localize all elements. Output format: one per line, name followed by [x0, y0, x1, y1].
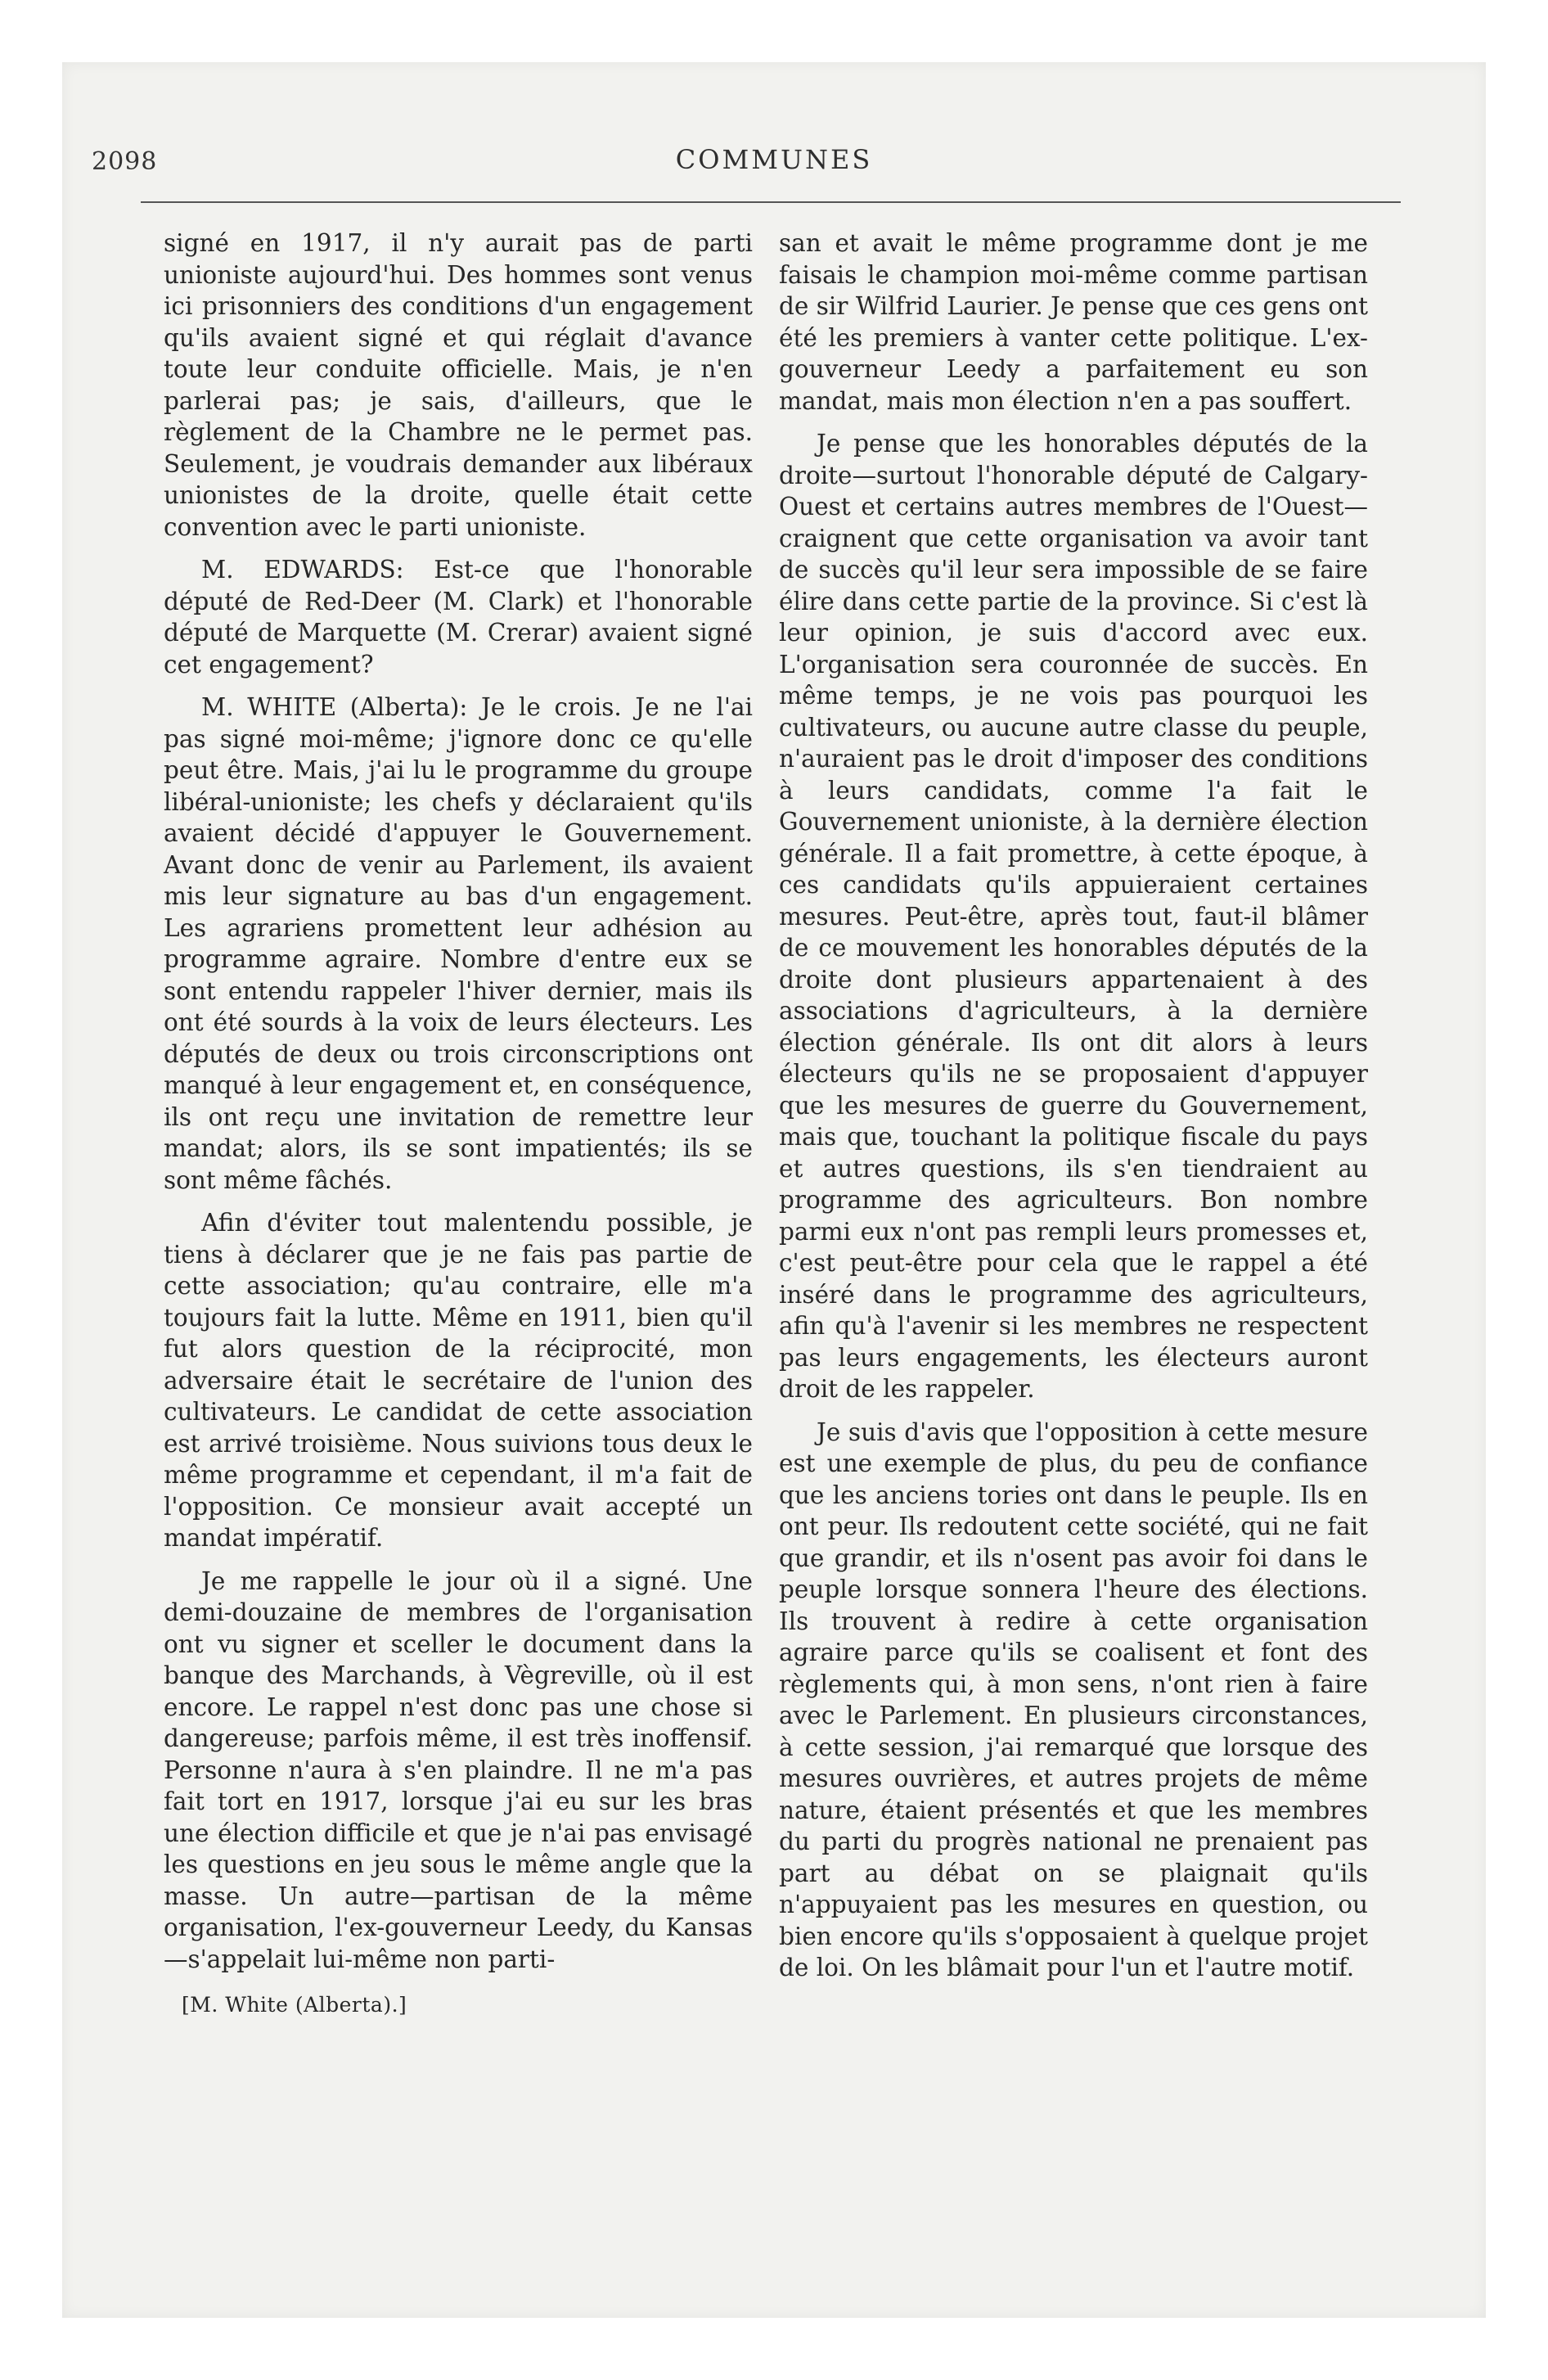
paragraph: san et avait le même programme dont je me faisais le champion moi-même comme partisan de sir Wilfrid Laurier. Je pense que ces gens ont été les premiers à vanter cette politique. L'ex-gouverneur Leedy a parfaitement eu son mandat, mais mon élection n'en a pas souffert.	[779, 229, 1368, 415]
header-rule	[141, 201, 1401, 203]
speaker-footer: [M. White (Alberta).]	[182, 1993, 407, 2017]
running-title: COMMUNES	[675, 144, 873, 175]
right-column	[779, 228, 1368, 1995]
paragraph: M. EDWARDS: Est-ce que l'honorable député de Red-Deer (M. Clark) et l'honorable député de Marquette (M. Crerar) avaient signé cet engagement?	[164, 556, 753, 678]
paragraph: Je suis d'avis que l'opposition à cette mesure est une exemple de plus, du peu de confiance que les anciens tories ont dans le peuple. Ils en ont peur. Ils redoutent cette société, qui ne fait que grandir, et ils n'osent pas avoir foi dans le peuple lorsque sonnera l'heure des élections. Ils trouvent à redire à cette organisation agraire parce qu'ils se coalisent et font des règlements qui, à mon sens, n'ont rien à faire avec le Parlement. En plusieurs circonstances, à cette session, j'ai remarqué que lorsque des mesures ouvrières, et autres projets de même nature, étaient présentés et que les membres du parti du progrès national ne prenaient pas part au débat on se plaignait qu'ils n'appuyaient pas les mesures en question, ou bien encore qu'ils s'opposaient à quelque projet de loi. On les blâmait pour l'un et l'autre motif.	[779, 1418, 1368, 1981]
paragraph: M. WHITE (Alberta): Je le crois. Je ne l'ai pas signé moi-même; j'ignore donc ce qu'elle peut être. Mais, j'ai lu le programme du groupe libéral-unioniste; les chefs y déclaraient qu'ils avaient décidé d'appuyer le Gouvernement. Avant donc de venir au Parlement, ils avaient mis leur signature au bas d'un engagement. Les agrariens promettent leur adhésion au programme agraire. Nombre d'entre eux se sont entendu rappeler l'hiver dernier, mais ils ont été sourds à la voix de leurs électeurs. Les députés de deux ou trois circonscriptions ont manqué à leur engagement et, en conséquence, ils ont reçu une invitation de remettre leur mandat; alors, ils se sont impatientés; ils se sont même fâchés.	[164, 693, 753, 1194]
left-column	[164, 228, 753, 2022]
paragraph: Je me rappelle le jour où il a signé. Une demi-douzaine de membres de l'organisation ont vu signer et sceller le document dans la banque des Marchands, à Vègreville, où il est encore. Le rappel n'est donc pas une chose si dangereuse; parfois même, il est très inoffensif. Personne n'aura à s'en plaindre. Il ne m'a pas fait tort en 1917, lorsque j'ai eu sur les bras une élection difficile et que je n'ai pas envisagé les questions en jeu sous le même angle que la masse. Un autre—partisan de la même organisation, l'ex-gouverneur Leedy, du Kansas—s'appelait lui-même non parti-	[164, 1566, 753, 1973]
paragraph: Afin d'éviter tout malentendu possible, je tiens à déclarer que je ne fais pas partie de cette association; qu'au contraire, elle m'a toujours fait la lutte. Même en 1911, bien qu'il fut alors question de la réciprocité, mon adversaire était le secrétaire de l'union des cultivateurs. Le candidat de cette association est arrivé troisième. Nous suivions tous deux le même programme et cependant, il m'a fait de l'opposition. Ce monsieur avait accepté un mandat impératif.	[164, 1209, 753, 1552]
paragraph: Je pense que les honorables députés de la droite—surtout l'honorable député de Calgary-Ouest et certains autres membres de l'Ouest—craignent que cette organisation va avoir tant de succès qu'il leur sera impossible de se faire élire dans cette partie de la province. Si c'est là leur opinion, je suis d'accord avec eux. L'organisation sera couronnée de succès. En même temps, je ne vois pas pourquoi les cultivateurs, ou aucune autre classe du peuple, n'auraient pas le droit d'imposer des conditions à leurs candidats, comme l'a fait le Gouvernement unioniste, à la dernière élection générale. Il a fait promettre, à cette époque, à ces candidats qu'ils appuieraient certaines mesures. Peut-être, après tout, faut-il blâmer de ce mouvement les honorables députés de la droite dont plusieurs appartenaient à des associations d'agriculteurs, à la dernière élection générale. Ils ont dit alors à leurs électeurs qu'ils ne se proposaient d'appuyer que les mesures de guerre du Gouvernement, mais que, touchant la politique fiscale du pays et autres questions, ils s'en tiendraient au programme des agriculteurs. Bon nombre parmi eux n'ont pas rempli leurs promesses et, c'est peut-être pour cela que le rappel a été inséré dans le programme des agriculteurs, afin qu'à l'avenir si les membres ne respectent pas leurs engagements, les électeurs auront droit de les rappeler.	[779, 430, 1368, 1403]
page-number: 2098	[92, 147, 158, 176]
paragraph: signé en 1917, il n'y aurait pas de parti unioniste aujourd'hui. Des hommes sont venus ici prisonniers des conditions d'un engagement qu'ils avaient signé et qui réglait d'avance toute leur conduite officielle. Mais, je n'en parlerai pas; je sais, d'ailleurs, que le règlement de la Chambre ne le permet pas. Seulement, je voudrais demander aux libéraux unionistes de la droite, quelle était cette convention avec le parti unioniste.	[164, 229, 753, 541]
